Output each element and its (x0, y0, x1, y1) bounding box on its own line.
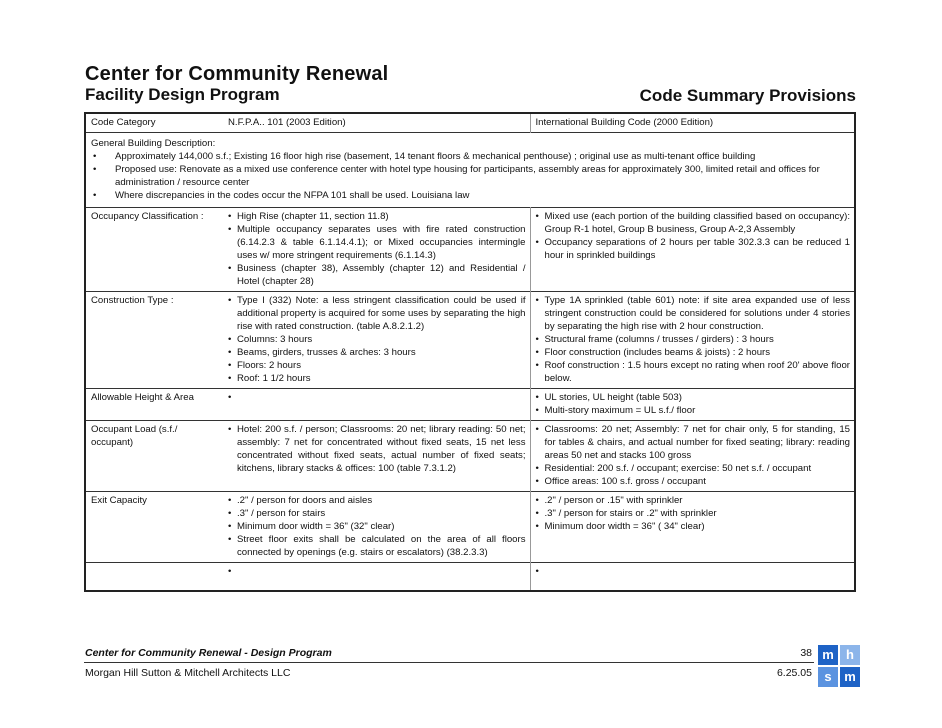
ibc-bullet-item: • Roof construction : 1.5 hours except no rating when roof 20' above floor below. (536, 359, 851, 385)
general-description-row (86, 133, 854, 208)
ibc-bullet-item: • Mixed use (each portion of the building classified based on occupancy): Group R-1 hotel, Group B business, Group A-2,3 Assembly (536, 210, 851, 236)
nfpa-cell (223, 421, 530, 492)
general-description-item: • Proposed use: Renovate as a mixed use conference center with hotel type housing for participants, assembly areas for approximately 300, limited retail and offices for administration / resource center (91, 163, 850, 189)
nfpa-bullet-item: • Minimum door width = 36" (32" clear) (228, 520, 526, 533)
org-title: Center for Community Renewal (85, 63, 389, 85)
logo-letter-s: s (818, 667, 838, 687)
nfpa-bullet-item: • Multiple occupancy separates uses with fire rated construction (6.14.2.3 & table 6.1.14.4.1); or Mixed occupancies intermingle uses w/ more stringent requirements (6.1.14.3) (228, 223, 526, 262)
nfpa-bullet-list (228, 294, 526, 385)
nfpa-bullet-item: • Columns: 3 hours (228, 333, 526, 346)
ibc-bullet-list (536, 494, 851, 533)
nfpa-bullet-item: • .2" / person for doors and aisles (228, 494, 526, 507)
footer-divider (84, 662, 814, 663)
ibc-bullet-item: • Minimum door width = 36" ( 34" clear) (536, 520, 851, 533)
ibc-cell (530, 389, 854, 421)
ibc-cell (530, 492, 854, 563)
ibc-bullet-item: • Occupancy separations of 2 hours per table 302.3.3 can be reduced 1 hour in sprinkled buildings (536, 236, 851, 262)
table-row (86, 292, 854, 389)
page-number: 38 (800, 647, 812, 659)
ibc-cell (530, 208, 854, 292)
ibc-bullet-item: • Type 1A sprinkled (table 601) note: if site area expanded use of less stringent construction could be considered for solutions under 4 stories by separating the high rise with 2 hour construction. (536, 294, 851, 333)
nfpa-bullet-item: • Floors: 2 hours (228, 359, 526, 372)
ibc-bullet-item: • Office areas: 100 s.f. gross / occupant (536, 475, 851, 488)
nfpa-bullet-item: • Beams, girders, trusses & arches: 3 hours (228, 346, 526, 359)
ibc-bullet-list (536, 423, 851, 488)
code-category-cell (86, 563, 223, 591)
general-description-title: General Building Description: (91, 138, 216, 149)
table-row (86, 421, 854, 492)
nfpa-bullet-item: • High Rise (chapter 11, section 11.8) (228, 210, 526, 223)
nfpa-cell (223, 389, 530, 421)
code-category-cell: Allowable Height & Area (86, 389, 223, 421)
nfpa-bullet-list (228, 210, 526, 288)
code-category-cell: Occupant Load (s.f./ occupant) (86, 421, 223, 492)
nfpa-bullet-item: • Street floor exits shall be calculated on the area of all floors connected by openings (e.g. stairs or escalators) (38.2.3.3) (228, 533, 526, 559)
code-summary-table (84, 112, 856, 592)
nfpa-cell (223, 208, 530, 292)
code-category-cell: Construction Type : (86, 292, 223, 389)
ibc-bullet-list (536, 294, 851, 385)
general-description-list (91, 150, 850, 202)
table-row (86, 389, 854, 421)
table-row (86, 208, 854, 292)
nfpa-bullet-list (228, 423, 526, 475)
table-header-row (86, 114, 854, 133)
ibc-bullet-item: • .2" / person or .15" with sprinkler (536, 494, 851, 507)
nfpa-bullet-item: • Roof: 1 1/2 hours (228, 372, 526, 385)
ibc-cell (530, 421, 854, 492)
ibc-bullet-item: • UL stories, UL height (table 503) (536, 391, 851, 404)
firm-logo (818, 645, 860, 687)
logo-letter-m: m (818, 645, 838, 665)
ibc-cell (530, 292, 854, 389)
ibc-cell (530, 563, 854, 591)
section-title: Code Summary Provisions (639, 86, 856, 105)
nfpa-bullet-item: • Hotel: 200 s.f. / person; Classrooms: 20 net; library reading: 50 net; assembly: 7 net for concentrated without fixed seats, 15 net less concentrated without fixed seats, actual number of fixed seats; kitchens, library stacks & offices: 100 (table 7.3.1.2) (228, 423, 526, 475)
nfpa-bullet-item: • Type I (332) Note: a less stringent classification could be used if additional property is acquired for some uses by separating the high rise with rated construction. (table A.8.2.1.2) (228, 294, 526, 333)
nfpa-bullet-item: • .3" / person for stairs (228, 507, 526, 520)
ibc-bullet-list (536, 391, 851, 417)
code-category-cell: Occupancy Classification : (86, 208, 223, 292)
logo-letter-h: h (840, 645, 860, 665)
ibc-bullet-item: • Multi-story maximum = UL s.f./ floor (536, 404, 851, 417)
ibc-bullet-item: • Floor construction (includes beams & joists) : 2 hours (536, 346, 851, 359)
nfpa-bullet-list (228, 494, 526, 559)
header-nfpa: N.F.P.A.. 101 (2003 Edition) (223, 114, 530, 133)
table-row (86, 563, 854, 591)
header-code-category: Code Category (91, 117, 156, 128)
code-category-cell: Exit Capacity (86, 492, 223, 563)
ibc-bullet-list (536, 210, 851, 262)
logo-letter-m2: m (840, 667, 860, 687)
footer-title: Center for Community Renewal - Design Program (85, 647, 332, 659)
ibc-bullet-item: • Residential: 200 s.f. / occupant; exercise: 50 net s.f. / occupant (536, 462, 851, 475)
header-ibc: International Building Code (2000 Edition) (535, 117, 714, 128)
footer-date: 6.25.05 (776, 667, 812, 679)
table-row (86, 492, 854, 563)
ibc-bullet-item: • Classrooms: 20 net; Assembly: 7 net for chair only, 5 for standing, 15 for tables & chairs, and actual number for fixed seating; library: reading areas 50 net and stacks 100 gross (536, 423, 851, 462)
nfpa-bullet-item: • Business (chapter 38), Assembly (chapter 12) and Residential / Hotel (chapter 28) (228, 262, 526, 288)
general-description-item: • Where discrepancies in the codes occur the NFPA 101 shall be used. Louisiana law (91, 189, 850, 202)
nfpa-cell (223, 492, 530, 563)
program-title: Facility Design Program (85, 85, 280, 104)
general-description-item: • Approximately 144,000 s.f.; Existing 16 floor high rise (basement, 14 tenant floors & mechanical penthouse) ; original use as multi-tenant office building (91, 150, 850, 163)
ibc-bullet-item: • .3" / person for stairs or .2" with sprinkler (536, 507, 851, 520)
nfpa-cell (223, 563, 530, 591)
nfpa-cell (223, 292, 530, 389)
ibc-bullet-item: • Structural frame (columns / trusses / girders) : 3 hours (536, 333, 851, 346)
footer-firm: Morgan Hill Sutton & Mitchell Architects LLC (85, 667, 291, 679)
